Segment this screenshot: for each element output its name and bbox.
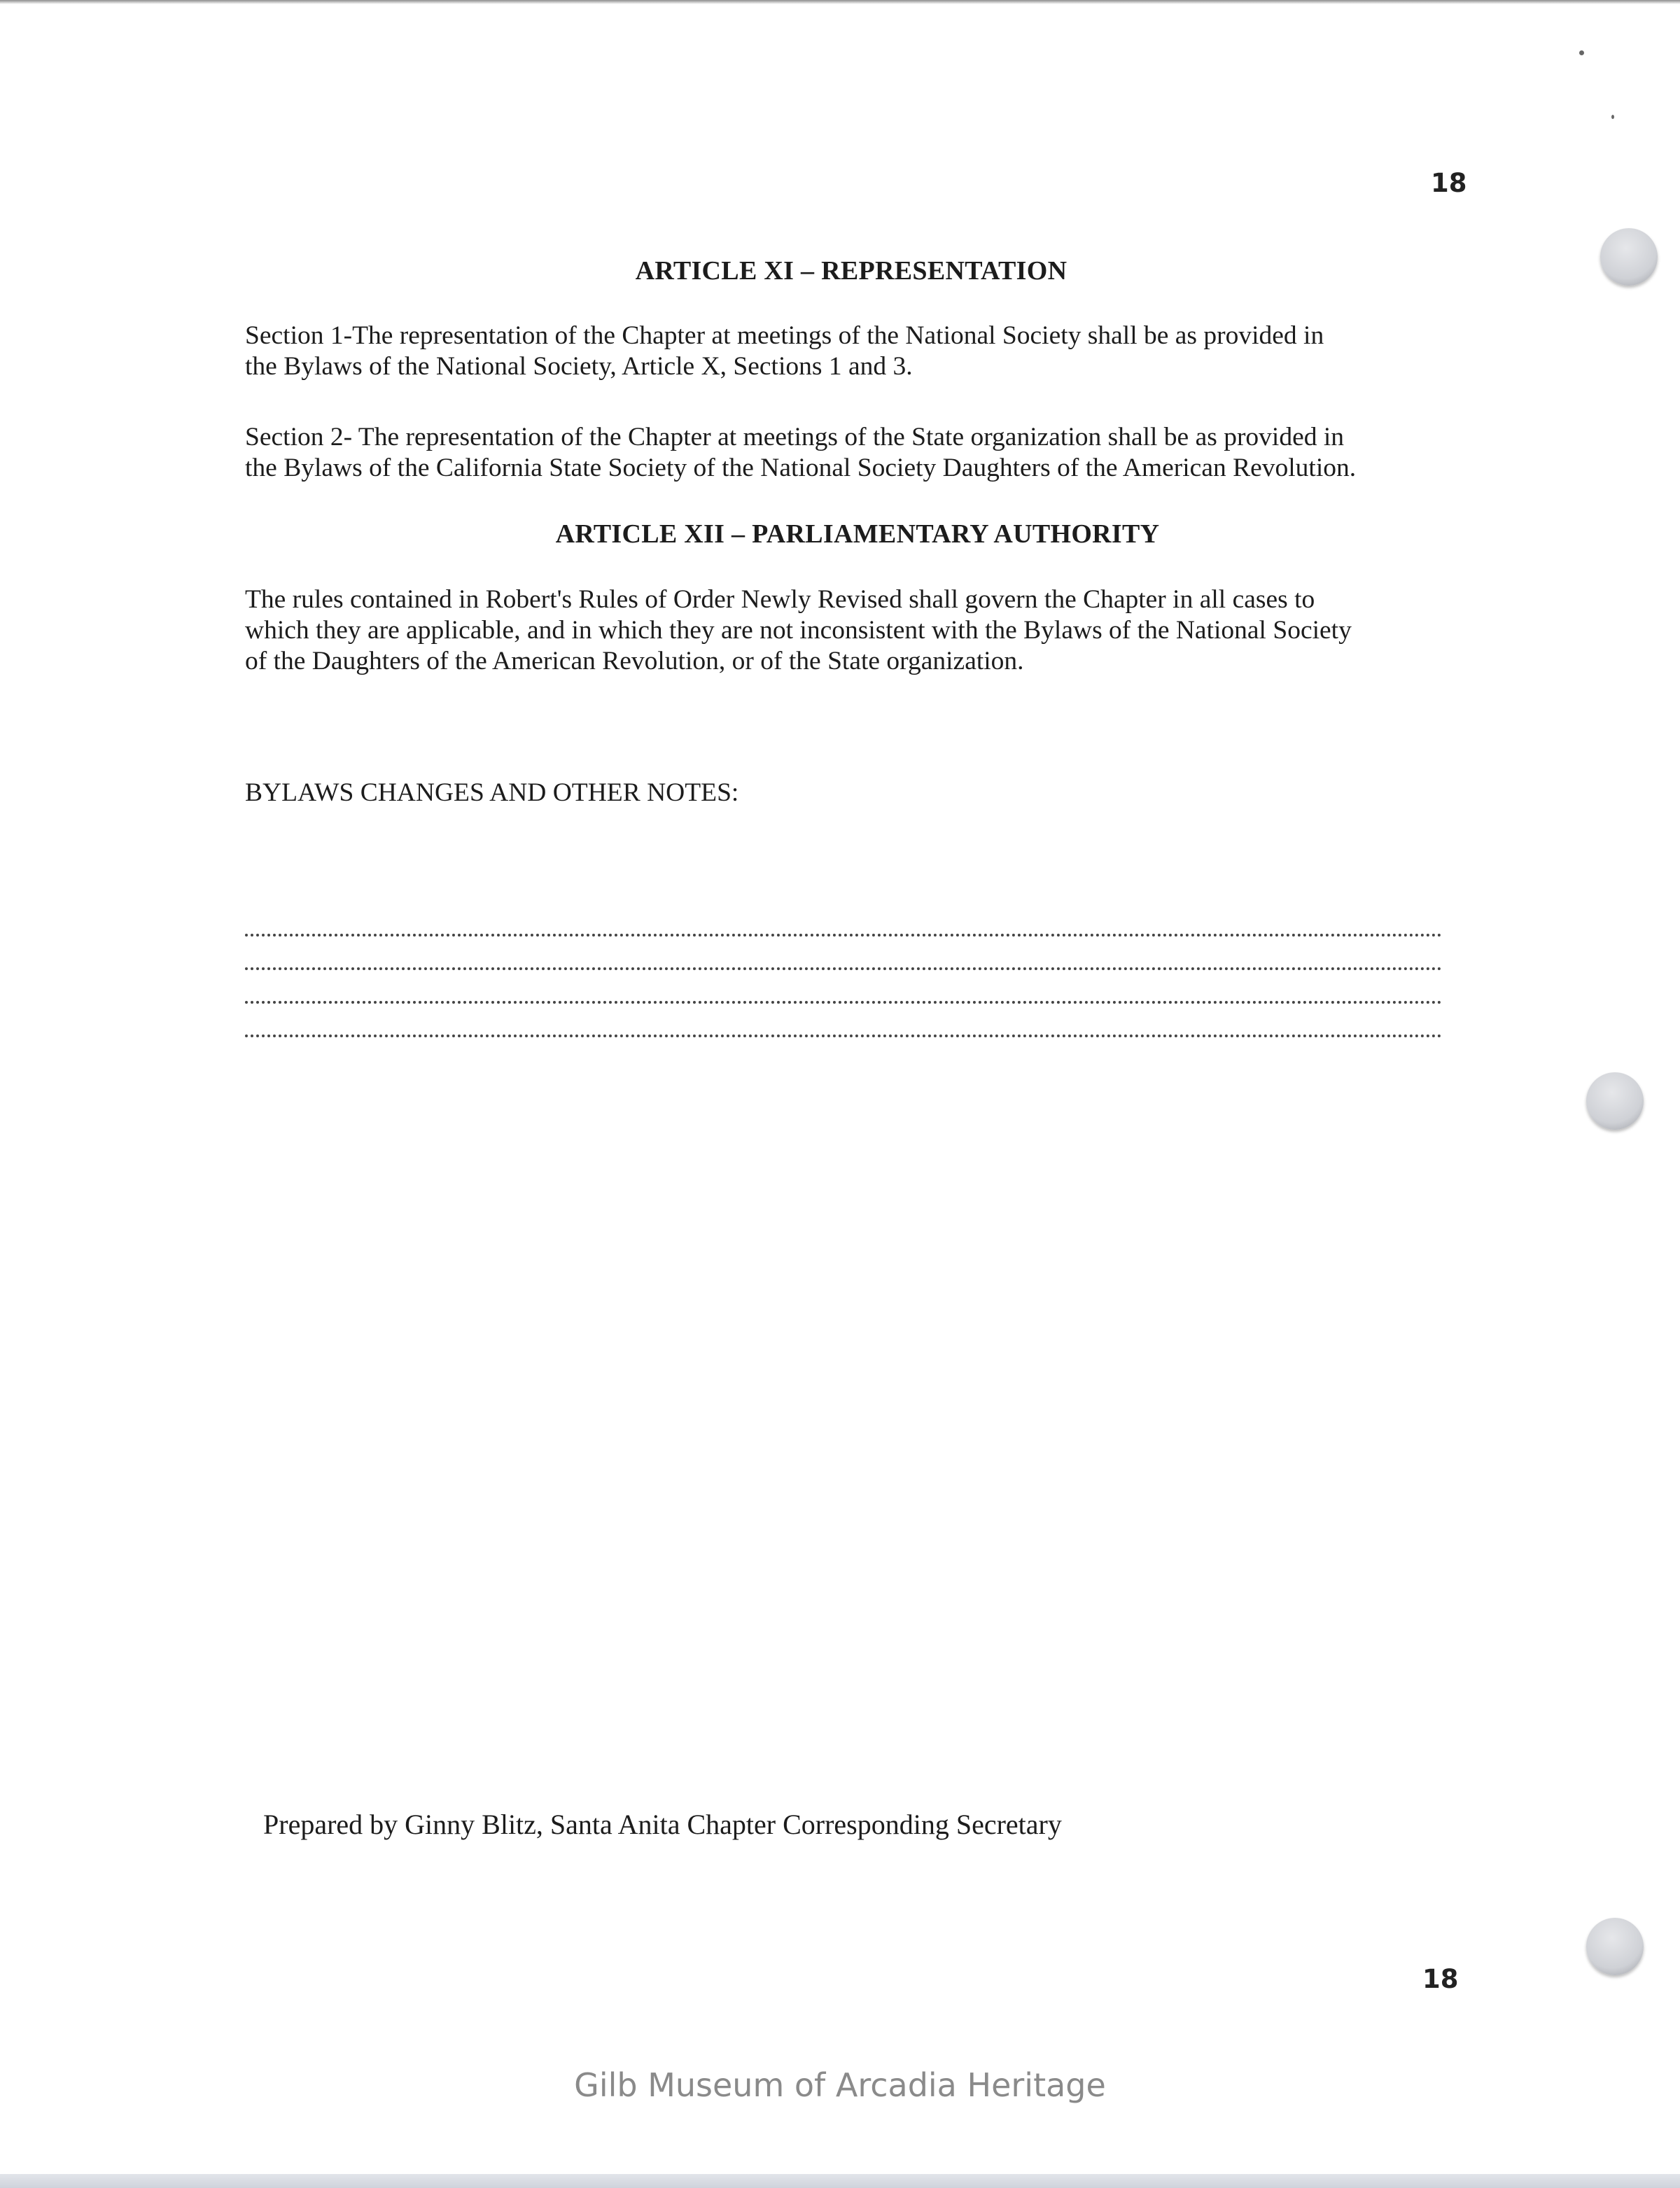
notes-dotted-line <box>245 967 1442 970</box>
article-xi-section-2 <box>245 422 1477 484</box>
text-line: Section 2- The representation of the Chapter at meetings of the State organization shall be as provided in <box>245 423 1345 451</box>
punch-hole <box>1586 1072 1644 1130</box>
text-line: which they are applicable, and in which they are not inconsistent with the Bylaws of the National Society <box>245 616 1352 645</box>
article-xii-body <box>245 584 1477 677</box>
article-xi-heading: ARTICLE XI – REPRESENTATION <box>635 256 1068 286</box>
scan-speck <box>1611 115 1614 119</box>
prepared-by: Prepared by Ginny Blitz, Santa Anita Chapter Corresponding Secretary <box>263 1809 1062 1840</box>
notes-dotted-line <box>245 1001 1442 1004</box>
notes-label: BYLAWS CHANGES AND OTHER NOTES: <box>245 778 739 807</box>
scan-bottom-edge <box>0 2174 1680 2188</box>
article-xii-heading: ARTICLE XII – PARLIAMENTARY AUTHORITY <box>555 519 1160 549</box>
page-number-top: 18 <box>1431 168 1467 198</box>
punch-hole <box>1586 1918 1644 1975</box>
notes-dotted-line <box>245 1035 1442 1037</box>
watermark: Gilb Museum of Arcadia Heritage <box>574 2066 1106 2104</box>
scan-top-edge <box>0 0 1680 4</box>
text-line: The rules contained in Robert's Rules of Order Newly Revised shall govern the Chapter in all cases to <box>245 585 1315 614</box>
text-line: the Bylaws of the California State Society of the National Society Daughters of the American Revolution. <box>245 454 1357 482</box>
text-line: of the Daughters of the American Revolution, or of the State organization. <box>245 647 1024 675</box>
page-number-bottom: 18 <box>1422 1964 1459 1994</box>
punch-hole <box>1600 228 1658 286</box>
text-line: the Bylaws of the National Society, Article X, Sections 1 and 3. <box>245 352 913 381</box>
article-xi-section-1 <box>245 321 1477 382</box>
notes-dotted-line <box>245 934 1442 937</box>
scan-speck <box>1579 50 1584 55</box>
text-line: Section 1-The representation of the Chapter at meetings of the National Society shall be as provided in <box>245 321 1324 350</box>
